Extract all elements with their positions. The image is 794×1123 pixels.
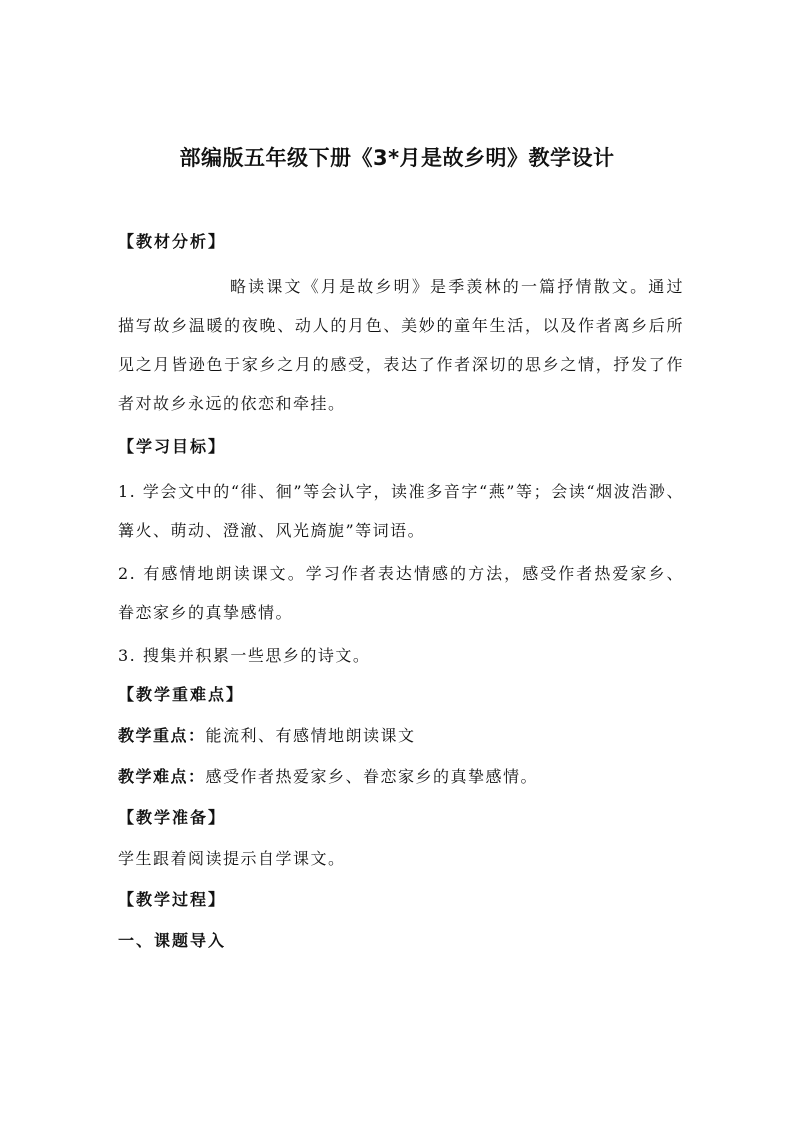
analysis-paragraph: 略读课文《月是故乡明》是季羡林的一篇抒情散文。通过描写故乡温暖的夜晚、动人的月色、美妙的童年生活，以及作者离乡后所见之月皆逊色于家乡之月的感受，表达了作者深切的思乡之情，抒发了作者对故乡永远的依恋和牵挂。 <box>118 277 684 413</box>
key-point-text: 能流利、有感情地朗读课文 <box>205 726 416 745</box>
section-heading-preparation: 【教学准备】 <box>118 808 227 827</box>
difficult-point-line <box>118 761 684 792</box>
goal-item-2: 2. 有感情地朗读课文。学习作者表达情感的方法，感受作者热爱家乡、眷恋家乡的真挚感情。 <box>118 564 684 622</box>
preparation-text: 学生跟着阅读提示自学课文。 <box>118 849 346 868</box>
difficult-point-label: 教学难点： <box>118 767 206 786</box>
section-heading-key-points: 【教学重难点】 <box>118 685 245 704</box>
key-point-line <box>118 720 684 751</box>
key-point-label: 教学重点： <box>118 726 206 745</box>
section-heading-process: 【教学过程】 <box>118 890 227 909</box>
process-step-1: 一、课题导入 <box>118 931 227 950</box>
section-heading-goals: 【学习目标】 <box>118 437 227 456</box>
difficult-point-text: 感受作者热爱家乡、眷恋家乡的真挚感情。 <box>205 767 539 786</box>
document-title: 部编版五年级下册《3*月是故乡明》教学设计 <box>179 146 615 170</box>
document-body <box>118 226 684 966</box>
goal-item-1: 1. 学会文中的“徘、徊”等会认字，读准多音字“燕”等；会读“烟波浩渺、篝火、萌动、澄澈、风光旖旎”等词语。 <box>118 482 684 540</box>
section-heading-analysis: 【教材分析】 <box>118 232 227 251</box>
goal-item-3: 3. 搜集并积累一些思乡的诗文。 <box>118 646 371 665</box>
